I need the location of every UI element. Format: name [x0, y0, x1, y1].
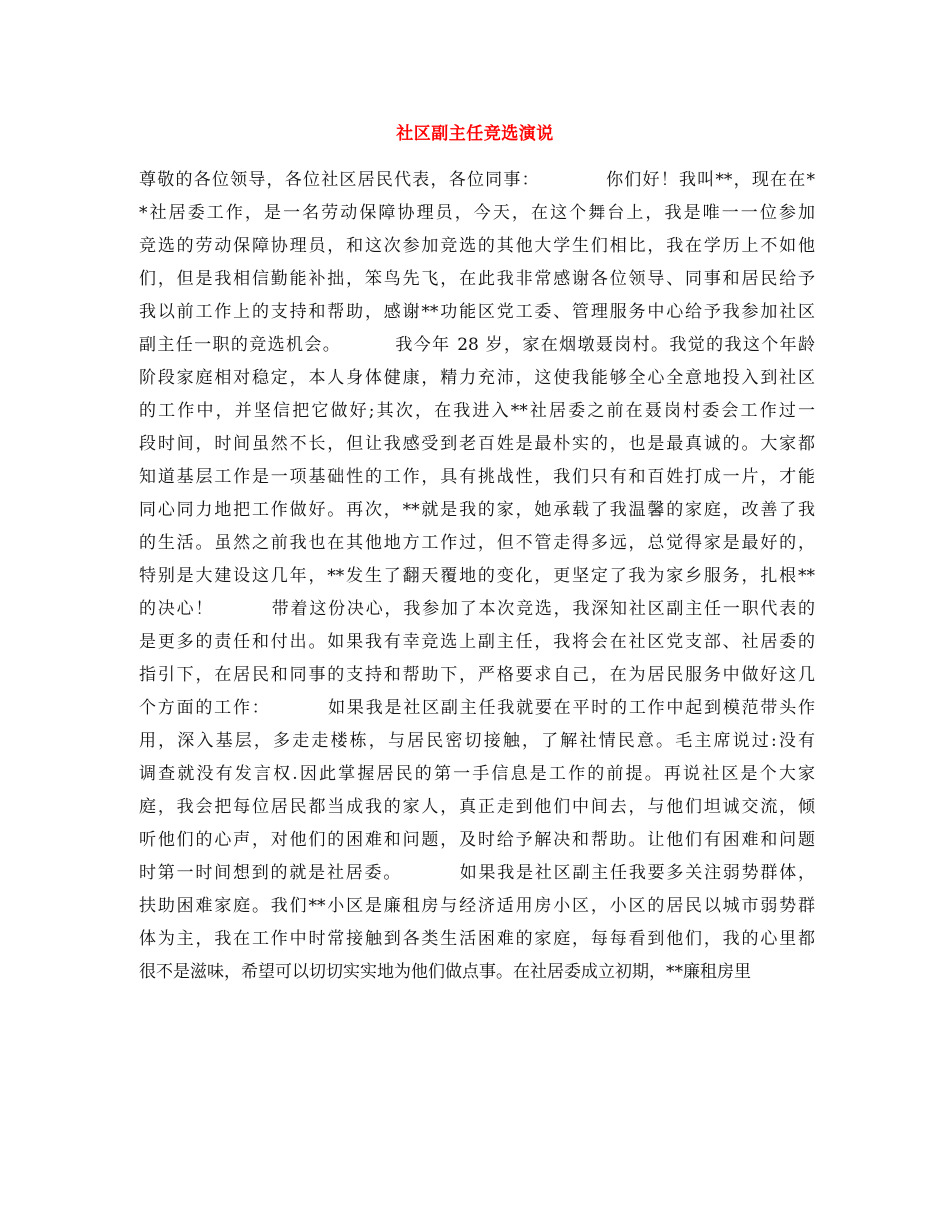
body-line: 竞选的劳动保障协理员，和这次参加竞选的其他大学生们相比，我在学历上不如他 — [139, 236, 815, 256]
body-line: 副主任一职的竞选机会。 我今年 28 岁，家在烟墩聂岗村。我觉的我这个年龄 — [139, 335, 815, 355]
body-line: 段时间，时间虽然不长，但让我感受到老百姓是最朴实的，也是最真诚的。大家都 — [139, 434, 815, 454]
body-line: 们，但是我相信勤能补拙，笨鸟先飞，在此我非常感谢各位领导、同事和居民给予 — [139, 269, 815, 289]
body-line: 知道基层工作是一项基础性的工作，具有挑战性，我们只有和百姓打成一片，才能 — [139, 467, 815, 487]
body-line: 特别是大建设这几年，**发生了翻天覆地的变化，更坚定了我为家乡服务，扎根** — [139, 566, 815, 586]
body-line: *社居委工作，是一名劳动保障协理员，今天，在这个舞台上，我是唯一一位参加 — [139, 203, 815, 223]
body-line: 指引下，在居民和同事的支持和帮助下，严格要求自己，在为居民服务中做好这几 — [139, 665, 815, 685]
body-line: 体为主，我在工作中时常接触到各类生活困难的家庭，每每看到他们，我的心里都 — [139, 929, 815, 949]
body-line: 同心同力地把工作做好。再次，**就是我的家，她承载了我温馨的家庭，改善了我 — [139, 500, 815, 520]
body-line: 时第一时间想到的就是社居委。 如果我是社区副主任我要多关注弱势群体， — [139, 863, 815, 883]
body-line: 阶段家庭相对稳定，本人身体健康，精力充沛，这使我能够全心全意地投入到社区 — [139, 368, 815, 388]
body-line: 的工作中，并坚信把它做好;其次，在我进入**社居委之前在聂岗村委会工作过一 — [139, 401, 815, 421]
body-line: 调查就没有发言权.因此掌握居民的第一手信息是工作的前提。再说社区是个大家 — [139, 764, 815, 784]
body-line: 的决心！ 带着这份决心，我参加了本次竞选，我深知社区副主任一职代表的 — [139, 599, 815, 619]
document-body — [139, 164, 815, 989]
body-line: 我以前工作上的支持和帮助，感谢**功能区党工委、管理服务中心给予我参加社区 — [139, 302, 815, 322]
body-line: 用，深入基层，多走走楼栋，与居民密切接触，了解社情民意。毛主席说过:没有 — [139, 731, 815, 751]
body-line: 庭，我会把每位居民都当成我的家人，真正走到他们中间去，与他们坦诚交流，倾 — [139, 797, 815, 817]
body-line: 的生活。虽然之前我也在其他地方工作过，但不管走得多远，总觉得家是最好的， — [139, 533, 815, 553]
body-line: 听他们的心声，对他们的困难和问题，及时给予解决和帮助。让他们有困难和问题 — [139, 830, 815, 850]
body-line: 扶助困难家庭。我们**小区是廉租房与经济适用房小区，小区的居民以城市弱势群 — [139, 896, 815, 916]
body-line: 很不是滋味，希望可以切切实实地为他们做点事。在社居委成立初期，**廉租房里 — [139, 962, 751, 982]
body-line: 尊敬的各位领导，各位社区居民代表，各位同事： 你们好！我叫**，现在在* — [139, 170, 815, 190]
body-line: 是更多的责任和付出。如果我有幸竞选上副主任，我将会在社区党支部、社居委的 — [139, 632, 815, 652]
body-line: 个方面的工作： 如果我是社区副主任我就要在平时的工作中起到模范带头作 — [139, 698, 815, 718]
document-title: 社区副主任竞选演说 — [396, 124, 554, 144]
